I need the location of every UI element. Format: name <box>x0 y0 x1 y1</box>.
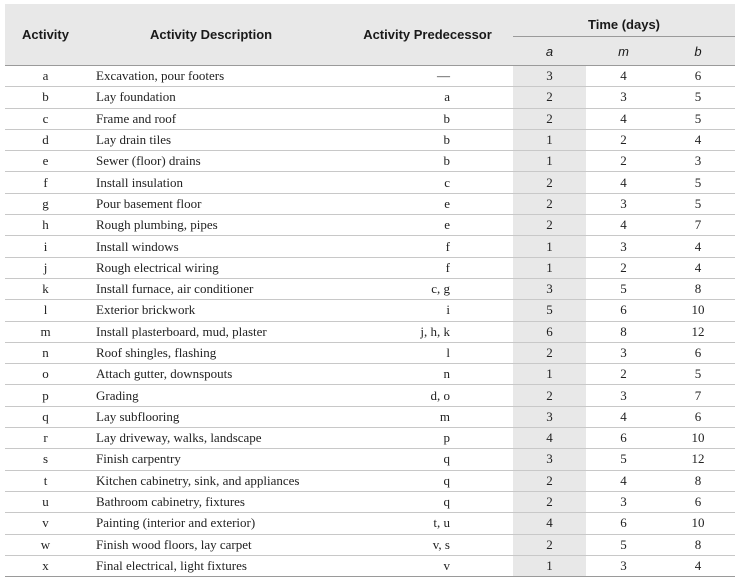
time-b-cell: 5 <box>661 108 735 129</box>
activity-cell: j <box>5 257 86 278</box>
activity-cell: d <box>5 129 86 150</box>
time-a-cell: 6 <box>513 321 586 342</box>
time-m-cell: 3 <box>586 193 661 214</box>
description-cell: Rough plumbing, pipes <box>86 215 342 236</box>
time-b-cell: 7 <box>661 385 735 406</box>
header-time-days: Time (days) <box>513 4 735 37</box>
table-row <box>5 449 735 470</box>
time-a-cell: 4 <box>513 428 586 449</box>
predecessor-cell: b <box>342 151 513 172</box>
time-b-cell: 4 <box>661 257 735 278</box>
header-time-a: a <box>513 37 586 66</box>
predecessor-cell: a <box>342 87 513 108</box>
time-b-cell: 6 <box>661 66 735 87</box>
activity-cell: o <box>5 364 86 385</box>
description-cell: Attach gutter, downspouts <box>86 364 342 385</box>
time-b-cell: 8 <box>661 534 735 555</box>
predecessor-cell: c, g <box>342 278 513 299</box>
activity-table-container <box>5 4 735 577</box>
time-a-cell: 2 <box>513 470 586 491</box>
table-row <box>5 66 735 87</box>
description-cell: Exterior brickwork <box>86 300 342 321</box>
description-cell: Lay foundation <box>86 87 342 108</box>
activity-cell: n <box>5 342 86 363</box>
activity-cell: c <box>5 108 86 129</box>
description-cell: Roof shingles, flashing <box>86 342 342 363</box>
time-m-cell: 6 <box>586 428 661 449</box>
activity-time-table <box>5 4 735 577</box>
table-row <box>5 470 735 491</box>
description-cell: Lay subflooring <box>86 406 342 427</box>
time-m-cell: 8 <box>586 321 661 342</box>
time-b-cell: 10 <box>661 300 735 321</box>
table-row <box>5 491 735 512</box>
table-body <box>5 66 735 577</box>
time-b-cell: 12 <box>661 321 735 342</box>
activity-cell: k <box>5 278 86 299</box>
time-m-cell: 3 <box>586 87 661 108</box>
activity-cell: q <box>5 406 86 427</box>
activity-cell: m <box>5 321 86 342</box>
time-a-cell: 2 <box>513 534 586 555</box>
description-cell: Install plasterboard, mud, plaster <box>86 321 342 342</box>
predecessor-cell: d, o <box>342 385 513 406</box>
time-m-cell: 2 <box>586 151 661 172</box>
time-a-cell: 2 <box>513 491 586 512</box>
time-a-cell: 1 <box>513 364 586 385</box>
time-b-cell: 5 <box>661 87 735 108</box>
time-m-cell: 3 <box>586 491 661 512</box>
time-a-cell: 3 <box>513 278 586 299</box>
activity-cell: w <box>5 534 86 555</box>
header-activity-predecessor: Activity Predecessor <box>342 4 513 66</box>
table-row <box>5 236 735 257</box>
predecessor-cell: q <box>342 470 513 491</box>
header-time-b: b <box>661 37 735 66</box>
description-cell: Grading <box>86 385 342 406</box>
time-m-cell: 4 <box>586 108 661 129</box>
time-m-cell: 4 <box>586 66 661 87</box>
table-row <box>5 87 735 108</box>
description-cell: Sewer (floor) drains <box>86 151 342 172</box>
time-b-cell: 5 <box>661 364 735 385</box>
table-row <box>5 215 735 236</box>
description-cell: Install insulation <box>86 172 342 193</box>
predecessor-cell: b <box>342 129 513 150</box>
predecessor-cell: c <box>342 172 513 193</box>
time-a-cell: 1 <box>513 236 586 257</box>
time-a-cell: 1 <box>513 151 586 172</box>
time-b-cell: 6 <box>661 491 735 512</box>
predecessor-cell: m <box>342 406 513 427</box>
predecessor-cell: — <box>342 66 513 87</box>
time-a-cell: 5 <box>513 300 586 321</box>
time-m-cell: 5 <box>586 449 661 470</box>
predecessor-cell: b <box>342 108 513 129</box>
description-cell: Frame and roof <box>86 108 342 129</box>
table-header <box>5 4 735 66</box>
time-b-cell: 7 <box>661 215 735 236</box>
predecessor-cell: v, s <box>342 534 513 555</box>
time-a-cell: 2 <box>513 172 586 193</box>
time-a-cell: 2 <box>513 108 586 129</box>
time-m-cell: 4 <box>586 470 661 491</box>
description-cell: Finish wood floors, lay carpet <box>86 534 342 555</box>
activity-cell: h <box>5 215 86 236</box>
time-b-cell: 10 <box>661 428 735 449</box>
time-a-cell: 1 <box>513 555 586 576</box>
activity-cell: a <box>5 66 86 87</box>
header-activity-description: Activity Description <box>86 4 342 66</box>
description-cell: Pour basement floor <box>86 193 342 214</box>
predecessor-cell: p <box>342 428 513 449</box>
time-m-cell: 6 <box>586 513 661 534</box>
predecessor-cell: l <box>342 342 513 363</box>
header-activity: Activity <box>5 4 86 66</box>
time-b-cell: 4 <box>661 236 735 257</box>
description-cell: Kitchen cabinetry, sink, and appliances <box>86 470 342 491</box>
predecessor-cell: i <box>342 300 513 321</box>
time-m-cell: 5 <box>586 278 661 299</box>
activity-cell: v <box>5 513 86 534</box>
time-m-cell: 4 <box>586 215 661 236</box>
table-row <box>5 278 735 299</box>
time-m-cell: 3 <box>586 342 661 363</box>
time-b-cell: 3 <box>661 151 735 172</box>
time-m-cell: 2 <box>586 129 661 150</box>
predecessor-cell: v <box>342 555 513 576</box>
time-b-cell: 10 <box>661 513 735 534</box>
time-b-cell: 12 <box>661 449 735 470</box>
time-b-cell: 4 <box>661 129 735 150</box>
time-a-cell: 1 <box>513 129 586 150</box>
activity-cell: i <box>5 236 86 257</box>
table-row <box>5 108 735 129</box>
time-m-cell: 2 <box>586 364 661 385</box>
time-m-cell: 3 <box>586 555 661 576</box>
table-row <box>5 534 735 555</box>
activity-cell: e <box>5 151 86 172</box>
time-b-cell: 6 <box>661 342 735 363</box>
time-b-cell: 8 <box>661 278 735 299</box>
table-row <box>5 257 735 278</box>
activity-cell: x <box>5 555 86 576</box>
time-a-cell: 2 <box>513 385 586 406</box>
time-m-cell: 2 <box>586 257 661 278</box>
header-row-top <box>5 4 735 37</box>
table-row <box>5 513 735 534</box>
description-cell: Lay drain tiles <box>86 129 342 150</box>
activity-cell: u <box>5 491 86 512</box>
time-b-cell: 4 <box>661 555 735 576</box>
time-m-cell: 5 <box>586 534 661 555</box>
table-row <box>5 385 735 406</box>
time-m-cell: 4 <box>586 172 661 193</box>
table-row <box>5 151 735 172</box>
activity-cell: t <box>5 470 86 491</box>
predecessor-cell: f <box>342 257 513 278</box>
table-row <box>5 172 735 193</box>
predecessor-cell: e <box>342 193 513 214</box>
time-a-cell: 4 <box>513 513 586 534</box>
table-row <box>5 555 735 576</box>
time-m-cell: 4 <box>586 406 661 427</box>
description-cell: Excavation, pour footers <box>86 66 342 87</box>
table-row <box>5 300 735 321</box>
description-cell: Painting (interior and exterior) <box>86 513 342 534</box>
time-a-cell: 3 <box>513 406 586 427</box>
description-cell: Install furnace, air conditioner <box>86 278 342 299</box>
time-a-cell: 1 <box>513 257 586 278</box>
description-cell: Lay driveway, walks, landscape <box>86 428 342 449</box>
predecessor-cell: e <box>342 215 513 236</box>
description-cell: Finish carpentry <box>86 449 342 470</box>
table-row <box>5 428 735 449</box>
table-row <box>5 193 735 214</box>
activity-cell: r <box>5 428 86 449</box>
description-cell: Install windows <box>86 236 342 257</box>
time-a-cell: 2 <box>513 193 586 214</box>
description-cell: Rough electrical wiring <box>86 257 342 278</box>
activity-cell: s <box>5 449 86 470</box>
time-a-cell: 3 <box>513 66 586 87</box>
activity-cell: g <box>5 193 86 214</box>
table-row <box>5 129 735 150</box>
activity-cell: f <box>5 172 86 193</box>
table-row <box>5 321 735 342</box>
time-m-cell: 3 <box>586 385 661 406</box>
time-b-cell: 8 <box>661 470 735 491</box>
time-a-cell: 2 <box>513 87 586 108</box>
description-cell: Final electrical, light fixtures <box>86 555 342 576</box>
header-time-m: m <box>586 37 661 66</box>
activity-cell: l <box>5 300 86 321</box>
table-row <box>5 406 735 427</box>
predecessor-cell: q <box>342 491 513 512</box>
activity-cell: b <box>5 87 86 108</box>
predecessor-cell: q <box>342 449 513 470</box>
time-m-cell: 6 <box>586 300 661 321</box>
table-row <box>5 364 735 385</box>
predecessor-cell: f <box>342 236 513 257</box>
predecessor-cell: j, h, k <box>342 321 513 342</box>
time-b-cell: 6 <box>661 406 735 427</box>
time-a-cell: 3 <box>513 449 586 470</box>
time-m-cell: 3 <box>586 236 661 257</box>
time-b-cell: 5 <box>661 193 735 214</box>
predecessor-cell: n <box>342 364 513 385</box>
table-row <box>5 342 735 363</box>
time-a-cell: 2 <box>513 342 586 363</box>
predecessor-cell: t, u <box>342 513 513 534</box>
description-cell: Bathroom cabinetry, fixtures <box>86 491 342 512</box>
time-b-cell: 5 <box>661 172 735 193</box>
activity-cell: p <box>5 385 86 406</box>
time-a-cell: 2 <box>513 215 586 236</box>
